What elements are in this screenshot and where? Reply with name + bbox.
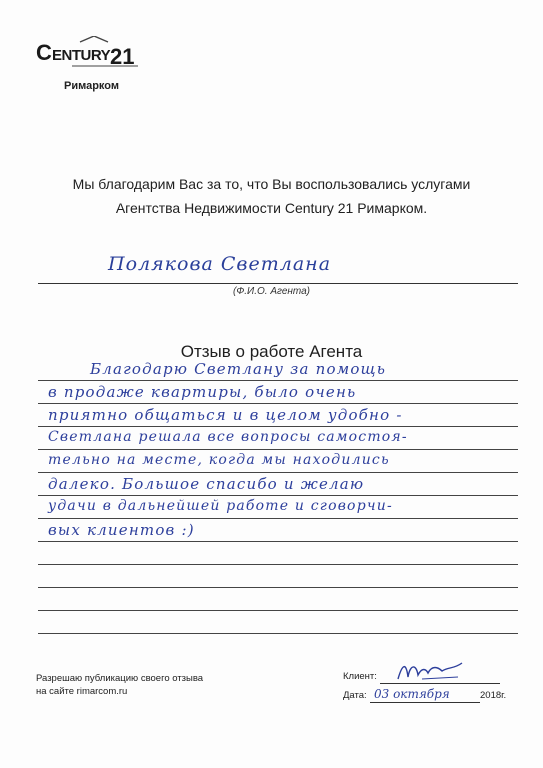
review-rule-2 [38,403,518,404]
review-line-1: Благодарю Светлану за помощь [90,360,387,378]
svg-text:21: 21 [110,44,135,69]
review-rule-8 [38,541,518,542]
intro-line-1: Мы благодарим Вас за то, что Вы воспользовались услугами [72,176,471,192]
client-label: Клиент: [343,671,377,682]
date-line [370,702,480,703]
year-suffix: 2018г. [480,690,507,701]
svg-text:ENTURY: ENTURY [52,47,111,64]
review-rule-12 [38,633,518,634]
review-rule-4 [38,449,518,450]
review-title: Отзыв о работе Агента [180,342,363,361]
review-rule-10 [38,587,518,588]
signature-line [380,683,500,684]
review-line-7: удачи в дальнейшей работе и сговорчи- [48,498,393,514]
review-rule-11 [38,610,518,611]
review-rule-3 [38,426,518,427]
review-line-6: далеко. Большое спасибо и желаю [48,475,365,493]
date-label: Дата: [343,690,367,701]
review-rule-7 [38,518,518,519]
consent-line-2: на сайте rimarcom.ru [36,686,128,697]
review-line-3: приятно общаться и в целом удобно - [48,406,403,424]
agent-name-handwritten: Полякова Светлана [108,253,332,275]
review-rule-5 [38,472,518,473]
review-line-4: Светлана решала все вопросы самостоя- [48,429,408,445]
publication-consent [36,672,203,698]
review-rule-1 [38,380,518,381]
review-line-8: вых клиентов :) [48,521,195,539]
date-value-handwritten: 03 октября [374,687,450,701]
intro-line-2: Агентства Недвижимости Century 21 Римарком. [115,200,428,216]
review-line-5: тельно на месте, когда мы находились [48,452,390,468]
logo-subtitle: Римарком [64,80,119,92]
agent-name-line [38,283,518,284]
review-rule-9 [38,564,518,565]
review-line-2: в продаже квартиры, было очень [48,383,357,401]
consent-line-1: Разрешаю публикацию своего отзыва [36,673,204,684]
client-signature [392,657,472,690]
intro-text [0,172,543,220]
svg-text:C: C [36,40,52,65]
review-rule-6 [38,495,518,496]
agent-caption: (Ф.И.О. Агента) [233,286,310,297]
